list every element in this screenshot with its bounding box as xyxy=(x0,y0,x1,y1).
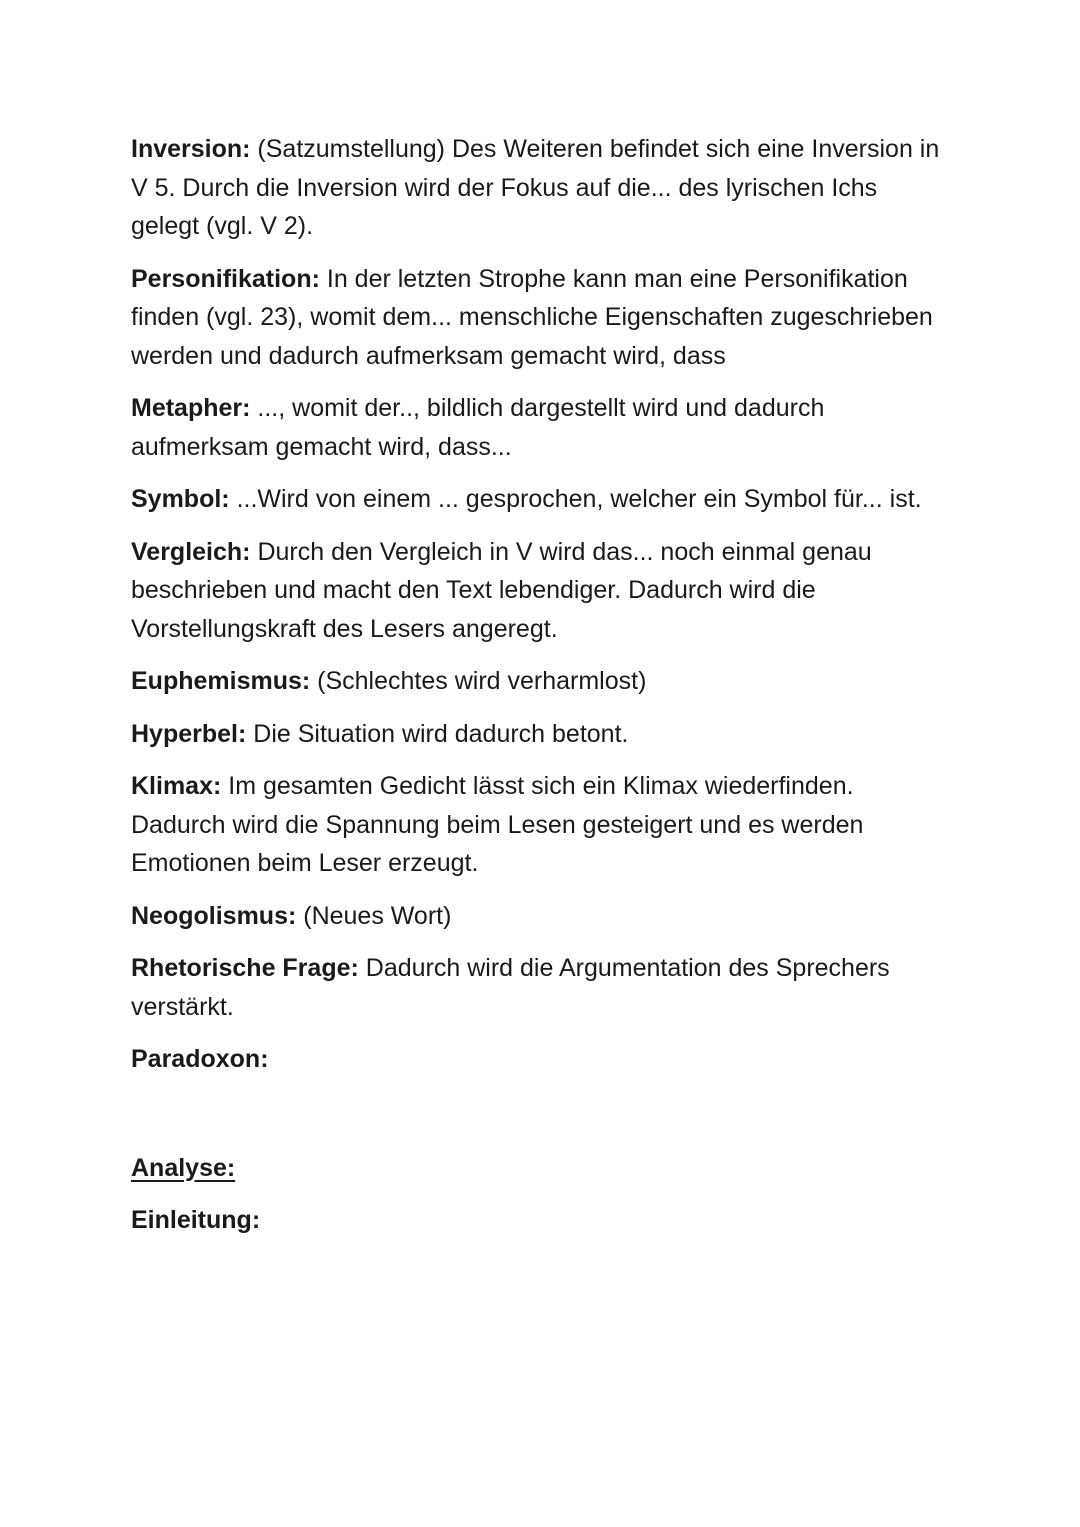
entry-term: Paradoxon: xyxy=(131,1045,269,1073)
entry-euphemismus xyxy=(131,662,951,701)
entry-text: (Satzumstellung) Des Weiteren befindet sich eine Inversion in V 5. Durch die Inversion wird der Fokus auf die... des lyrischen Ichs gelegt (vgl. V 2). xyxy=(131,135,940,240)
entry-term: Neogolismus: xyxy=(131,901,297,930)
entry-neogolismus xyxy=(131,897,951,936)
entry-term: Symbol: xyxy=(131,485,230,513)
section-heading-analyse: Analyse: xyxy=(131,1153,236,1182)
entry-metapher xyxy=(131,389,951,466)
entry-term: Hyperbel: xyxy=(131,719,247,748)
entry-text: Die Situation wird dadurch betont. xyxy=(246,719,629,748)
entry-term: Rhetorische Frage: xyxy=(131,954,359,982)
entry-text: Durch den Vergleich in V wird das... noch einmal genau beschrieben und macht den Text lebendiger. Dadurch wird die Vorstellungskraft des Lesers angeregt. xyxy=(131,537,872,643)
entry-term: Klimax: xyxy=(131,772,222,800)
section-heading-einleitung: Einleitung: xyxy=(131,1206,261,1234)
entry-text: Dadurch wird die Argumentation des Sprechers verstärkt. xyxy=(131,954,890,1021)
entry-text: Im gesamten Gedicht lässt sich ein Klimax wiederfinden. Dadurch wird die Spannung beim Lesen gesteigert und es werden Emotionen beim Leser erzeugt. xyxy=(131,772,864,877)
entry-rhetorische-frage xyxy=(131,949,951,1026)
entry-personifikation xyxy=(131,260,951,376)
entry-text: (Neues Wort) xyxy=(296,901,452,930)
entry-term: Inversion: xyxy=(131,135,251,163)
document-page xyxy=(131,130,951,1240)
entry-term: Euphemismus: xyxy=(131,667,311,695)
entry-text: In der letzten Strophe kann man eine Personifikation finden (vgl. 23), womit dem... menschliche Eigenschaften zugeschrieben werden und dadurch aufmerksam gemacht wird, dass xyxy=(131,264,933,370)
entry-term: Metapher: xyxy=(131,394,251,422)
entry-term: Vergleich: xyxy=(131,537,251,566)
entry-klimax xyxy=(131,767,951,883)
entry-inversion xyxy=(131,130,951,246)
entry-vergleich xyxy=(131,533,951,649)
entry-paradoxon xyxy=(131,1040,951,1079)
entry-text: ...Wird von einem ... gesprochen, welcher ein Symbol für... ist. xyxy=(229,485,922,513)
entry-hyperbel xyxy=(131,715,951,754)
entry-text: ..., womit der.., bildlich dargestellt wird und dadurch aufmerksam gemacht wird, dass... xyxy=(131,394,825,461)
entry-text: (Schlechtes wird verharmlost) xyxy=(310,667,647,695)
entry-symbol xyxy=(131,480,951,519)
entry-term: Personifikation: xyxy=(131,264,320,293)
